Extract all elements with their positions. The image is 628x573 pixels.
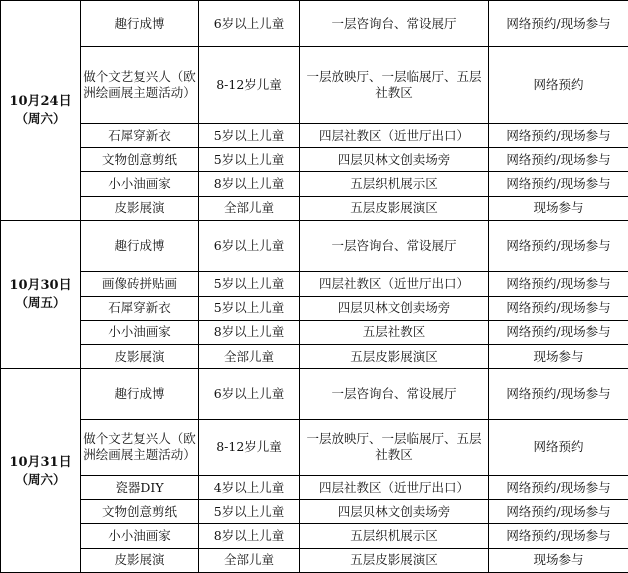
table-row bbox=[1, 124, 628, 148]
age-cell: 全部儿童 bbox=[199, 344, 300, 368]
weekday-label: （周五） bbox=[15, 295, 66, 311]
date-cell bbox=[1, 1, 81, 221]
age-cell: 6岁以上儿童 bbox=[199, 1, 300, 47]
activity-cell: 石犀穿新衣 bbox=[81, 124, 199, 148]
table-row bbox=[1, 272, 628, 296]
age-cell: 6岁以上儿童 bbox=[199, 220, 300, 271]
booking-cell: 网络预约/现场参与 bbox=[489, 500, 628, 524]
booking-cell: 网络预约 bbox=[489, 419, 628, 475]
age-cell: 8-12岁儿童 bbox=[199, 419, 300, 475]
location-cell: 四层社教区（近世厅出口） bbox=[300, 272, 489, 296]
location-cell: 四层贝林文创卖场旁 bbox=[300, 296, 489, 320]
activity-cell: 石犀穿新衣 bbox=[81, 296, 199, 320]
location-cell: 五层织机展示区 bbox=[300, 172, 489, 196]
activity-cell: 皮影展演 bbox=[81, 196, 199, 220]
booking-cell: 网络预约/现场参与 bbox=[489, 476, 628, 500]
activity-cell: 小小油画家 bbox=[81, 172, 199, 196]
age-cell: 8岁以上儿童 bbox=[199, 524, 300, 548]
table-row bbox=[1, 47, 628, 124]
age-cell: 5岁以上儿童 bbox=[199, 124, 300, 148]
booking-cell: 网络预约/现场参与 bbox=[489, 369, 628, 419]
age-cell: 5岁以上儿童 bbox=[199, 272, 300, 296]
booking-cell: 网络预约/现场参与 bbox=[489, 296, 628, 320]
age-cell: 6岁以上儿童 bbox=[199, 369, 300, 419]
location-cell: 一层放映厅、一层临展厅、五层社教区 bbox=[300, 419, 489, 475]
booking-cell: 网络预约/现场参与 bbox=[489, 220, 628, 271]
table-row bbox=[1, 500, 628, 524]
location-cell: 五层社教区 bbox=[300, 320, 489, 344]
table-row bbox=[1, 296, 628, 320]
activity-cell: 小小油画家 bbox=[81, 524, 199, 548]
age-cell: 全部儿童 bbox=[199, 548, 300, 572]
location-cell: 四层社教区（近世厅出口） bbox=[300, 476, 489, 500]
location-cell: 一层咨询台、常设展厅 bbox=[300, 369, 489, 419]
date-label: 10月24日 bbox=[9, 94, 72, 110]
age-cell: 5岁以上儿童 bbox=[199, 296, 300, 320]
booking-cell: 网络预约/现场参与 bbox=[489, 320, 628, 344]
table-row bbox=[1, 524, 628, 548]
booking-cell: 现场参与 bbox=[489, 196, 628, 220]
location-cell: 四层社教区（近世厅出口） bbox=[300, 124, 489, 148]
table-row bbox=[1, 172, 628, 196]
booking-cell: 现场参与 bbox=[489, 548, 628, 572]
table-row bbox=[1, 344, 628, 368]
table-row bbox=[1, 548, 628, 572]
booking-cell: 现场参与 bbox=[489, 344, 628, 368]
table-row bbox=[1, 1, 628, 47]
location-cell: 一层咨询台、常设展厅 bbox=[300, 1, 489, 47]
activity-cell: 趣行成博 bbox=[81, 369, 199, 419]
age-cell: 8岁以上儿童 bbox=[199, 172, 300, 196]
location-cell: 五层皮影展演区 bbox=[300, 344, 489, 368]
booking-cell: 网络预约/现场参与 bbox=[489, 1, 628, 47]
table-row bbox=[1, 419, 628, 475]
activity-cell: 趣行成博 bbox=[81, 220, 199, 271]
activity-cell: 文物创意剪纸 bbox=[81, 500, 199, 524]
location-cell: 五层织机展示区 bbox=[300, 524, 489, 548]
location-cell: 五层皮影展演区 bbox=[300, 196, 489, 220]
booking-cell: 网络预约/现场参与 bbox=[489, 172, 628, 196]
location-cell: 一层咨询台、常设展厅 bbox=[300, 220, 489, 271]
age-cell: 5岁以上儿童 bbox=[199, 148, 300, 172]
activity-cell: 文物创意剪纸 bbox=[81, 148, 199, 172]
age-cell: 4岁以上儿童 bbox=[199, 476, 300, 500]
table-row bbox=[1, 476, 628, 500]
activity-cell: 趣行成博 bbox=[81, 1, 199, 47]
age-cell: 全部儿童 bbox=[199, 196, 300, 220]
date-label: 10月31日 bbox=[9, 454, 72, 470]
table-row bbox=[1, 320, 628, 344]
age-cell: 5岁以上儿童 bbox=[199, 500, 300, 524]
booking-cell: 网络预约/现场参与 bbox=[489, 148, 628, 172]
location-cell: 四层贝林文创卖场旁 bbox=[300, 148, 489, 172]
weekday-label: （周六） bbox=[15, 471, 66, 487]
date-label: 10月30日 bbox=[9, 278, 72, 294]
activity-cell: 画像砖拼贴画 bbox=[81, 272, 199, 296]
location-cell: 五层皮影展演区 bbox=[300, 548, 489, 572]
activity-cell: 小小油画家 bbox=[81, 320, 199, 344]
booking-cell: 网络预约/现场参与 bbox=[489, 272, 628, 296]
location-cell: 四层贝林文创卖场旁 bbox=[300, 500, 489, 524]
table-row bbox=[1, 148, 628, 172]
activity-cell: 做个文艺复兴人（欧洲绘画展主题活动） bbox=[81, 419, 199, 475]
activity-cell: 皮影展演 bbox=[81, 548, 199, 572]
booking-cell: 网络预约/现场参与 bbox=[489, 524, 628, 548]
activity-cell: 瓷器DIY bbox=[81, 476, 199, 500]
date-cell bbox=[1, 220, 81, 368]
table-row bbox=[1, 369, 628, 419]
activity-cell: 皮影展演 bbox=[81, 344, 199, 368]
activity-cell: 做个文艺复兴人（欧洲绘画展主题活动） bbox=[81, 47, 199, 124]
weekday-label: （周六） bbox=[15, 111, 66, 127]
age-cell: 8岁以上儿童 bbox=[199, 320, 300, 344]
booking-cell: 网络预约 bbox=[489, 47, 628, 124]
age-cell: 8-12岁儿童 bbox=[199, 47, 300, 124]
booking-cell: 网络预约/现场参与 bbox=[489, 124, 628, 148]
table-row bbox=[1, 196, 628, 220]
date-cell bbox=[1, 369, 81, 573]
table-row bbox=[1, 220, 628, 271]
location-cell: 一层放映厅、一层临展厅、五层社教区 bbox=[300, 47, 489, 124]
